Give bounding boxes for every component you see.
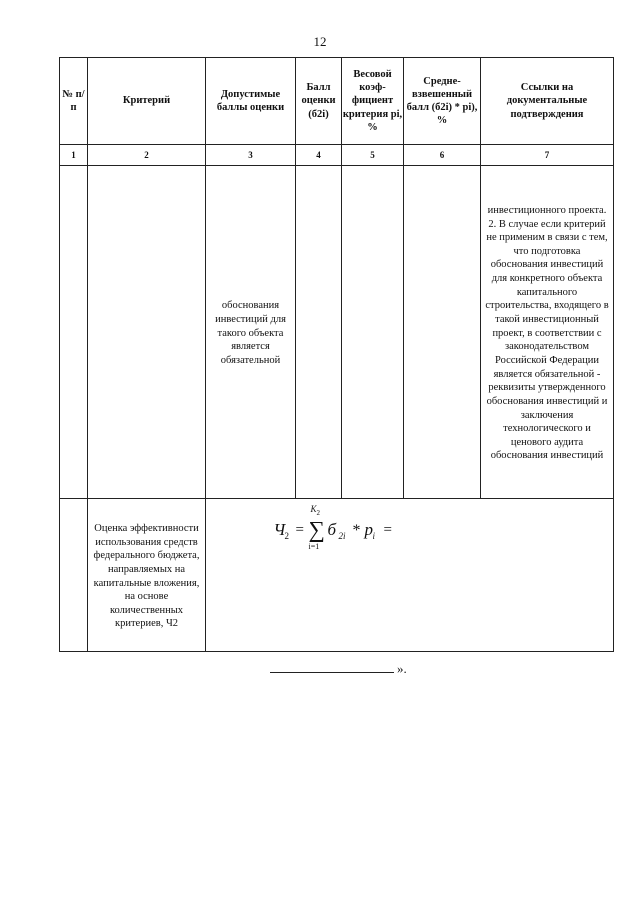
column-number: 3 (206, 145, 296, 166)
formula-term1-sub: 2i (338, 531, 346, 541)
column-number: 5 (342, 145, 404, 166)
column-number: 7 (481, 145, 614, 166)
column-number: 4 (296, 145, 342, 166)
column-number: 1 (60, 145, 88, 166)
formula-lhs-sub: 2 (284, 531, 289, 541)
header-cell-number: № п/п (60, 58, 88, 145)
header-cell-allowed-scores: Допустимые баллы оценки (206, 58, 296, 145)
empty-cell (404, 166, 481, 499)
header-cell-references: Ссылки на документальные подтверждения (481, 58, 614, 145)
header-cell-weighted-score: Средне-взвешенный балл (б2i) * pi), % (404, 58, 481, 145)
formula-sum-upper: K (310, 504, 317, 514)
closing-quote: ». (397, 661, 407, 676)
empty-cell (88, 166, 206, 499)
empty-cell (296, 166, 342, 499)
header-cell-score: Балл оценки (б2i) (296, 58, 342, 145)
column-number-row (60, 145, 614, 166)
formula-sum-lower: i=1 (308, 542, 320, 551)
criterion-text: Оценка эффективности использования средств федерального бюджета, направляемых на капитальные вложения, на основе количественных критериев, Ч2 (93, 522, 200, 630)
references-cell (481, 166, 614, 499)
formula-equals: = (295, 522, 304, 538)
page-number: 12 (313, 34, 327, 49)
header-cell-criterion: Критерий (88, 58, 206, 145)
column-number: 6 (404, 145, 481, 166)
formula-lhs: Ч (273, 520, 286, 539)
table-row-continued (60, 166, 614, 499)
empty-cell (60, 499, 88, 652)
references-text: инвестиционного проекта. 2. В случае если критерий не применим в связи с тем, что подготовка обоснования инвестиций для конкретного объекта капитального строительства, входящего в такой инвестиционный проект, в соответствии с законодательством Российской Федерации является обязательной - реквизиты утвержденного обоснования инвестиций и заключения технологического и ценового аудита обоснования инвестиций (485, 204, 609, 462)
criterion-cell (88, 499, 206, 652)
formula-sigma: ∑ (308, 517, 325, 542)
empty-cell (342, 166, 404, 499)
formula-term2-sub: i (372, 531, 376, 541)
blank-underline (270, 672, 394, 673)
header-cell-weight: Весовой коэф-фициент критерия pi, % (342, 58, 404, 145)
formula-sum-upper-sub: 2 (316, 509, 320, 517)
criteria-table (59, 57, 614, 652)
formula-cell (206, 499, 614, 652)
allowed-scores-cell (206, 166, 296, 499)
allowed-scores-text: обоснования инвестиций для такого объекта является обязательной (215, 300, 286, 366)
formula-graphic (206, 503, 613, 553)
table-header-row (60, 58, 614, 145)
column-number: 2 (88, 145, 206, 166)
closing-line (270, 660, 420, 676)
formula-trailing-equals: = (383, 522, 392, 538)
table-row-summary (60, 499, 614, 652)
formula-term1: б (327, 520, 337, 539)
empty-cell (60, 166, 88, 499)
formula-operator: * (352, 522, 361, 539)
formula-term2: p (364, 520, 373, 539)
